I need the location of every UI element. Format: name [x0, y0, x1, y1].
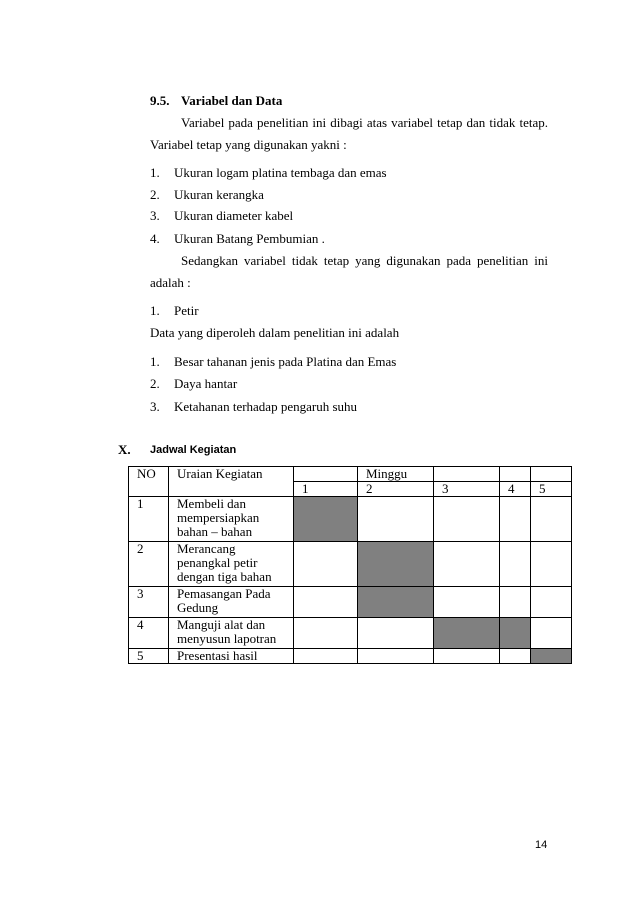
week-cell — [500, 649, 531, 664]
week-cell — [531, 587, 572, 618]
row-activity — [169, 542, 294, 587]
week-cell — [358, 587, 434, 618]
table-row — [129, 587, 572, 618]
list-item: Ukuran kerangka — [174, 187, 264, 202]
week-cell — [531, 542, 572, 587]
week-label: 1 — [294, 482, 358, 497]
activity-line: Membeli dan — [177, 496, 246, 511]
tidak-tetap-paragraph-line1: Sedangkan variabel tidak tetap yang digunakan pada penelitian ini — [181, 253, 548, 268]
list-number: 1. — [150, 354, 160, 369]
week-cell — [434, 649, 500, 664]
week-cell — [434, 618, 500, 649]
section-x-title: Jadwal Kegiatan — [150, 444, 237, 456]
week-cell — [500, 587, 531, 618]
section-95-title: Variabel dan Data — [181, 93, 283, 108]
week-cell — [294, 649, 358, 664]
list-item: Petir — [174, 303, 199, 318]
tetap-label: Variabel tetap yang digunakan yakni : — [150, 137, 347, 152]
list-number: 1. — [150, 303, 160, 318]
week-cell — [358, 649, 434, 664]
tidak-tetap-paragraph-line2: adalah : — [150, 275, 191, 290]
activity-line: menyusun lapotran — [177, 631, 277, 646]
list-number: 2. — [150, 187, 160, 202]
activity-line: dengan tiga bahan — [177, 569, 272, 584]
row-no: 1 — [129, 497, 169, 542]
row-activity — [169, 618, 294, 649]
table-row — [129, 618, 572, 649]
header-activity: Uraian Kegiatan — [169, 467, 294, 497]
week-cell — [358, 497, 434, 542]
week-cell — [294, 618, 358, 649]
row-no: 5 — [129, 649, 169, 664]
activity-line: mempersiapkan — [177, 510, 260, 525]
schedule-table — [128, 466, 572, 664]
week-cell — [294, 542, 358, 587]
row-no: 4 — [129, 618, 169, 649]
activity-line: Presentasi hasil — [177, 648, 258, 663]
list-item: Ukuran logam platina tembaga dan emas — [174, 165, 387, 180]
list-number: 3. — [150, 208, 160, 223]
activity-line: penangkal petir — [177, 555, 258, 570]
week-cell — [434, 542, 500, 587]
table-header-row — [129, 467, 572, 482]
week-cell — [500, 618, 531, 649]
activity-line: bahan – bahan — [177, 524, 253, 539]
list-number: 4. — [150, 231, 160, 246]
week-cell — [531, 618, 572, 649]
week-cell — [358, 618, 434, 649]
activity-line: Pemasangan Pada — [177, 586, 271, 601]
week-label: 2 — [358, 482, 434, 497]
section-95-number: 9.5. — [150, 93, 170, 108]
header-blank — [434, 467, 500, 482]
list-item: Besar tahanan jenis pada Platina dan Emas — [174, 354, 397, 369]
week-cell — [294, 587, 358, 618]
section-x-number: X. — [118, 442, 131, 457]
header-minggu: Minggu — [358, 467, 434, 482]
week-cell — [294, 497, 358, 542]
list-item: Ketahanan terhadap pengaruh suhu — [174, 399, 358, 414]
list-item: Daya hantar — [174, 376, 238, 391]
row-activity — [169, 649, 294, 664]
week-cell — [434, 497, 500, 542]
page-number: 14 — [535, 839, 548, 851]
activity-line: Merancang — [177, 541, 236, 556]
activity-line: Gedung — [177, 600, 219, 615]
header-blank — [531, 467, 572, 482]
list-number: 2. — [150, 376, 160, 391]
header-blank — [294, 467, 358, 482]
week-cell — [500, 542, 531, 587]
list-number: 3. — [150, 399, 160, 414]
table-row — [129, 542, 572, 587]
header-blank — [500, 467, 531, 482]
table-row — [129, 649, 572, 664]
list-number: 1. — [150, 165, 160, 180]
list-item: Ukuran diameter kabel — [174, 208, 294, 223]
row-activity — [169, 497, 294, 542]
row-activity — [169, 587, 294, 618]
table-row — [129, 497, 572, 542]
list-item: Ukuran Batang Pembumian . — [174, 231, 325, 246]
week-cell — [434, 587, 500, 618]
intro-paragraph: Variabel pada penelitian ini dibagi atas variabel tetap dan tidak tetap. — [181, 115, 548, 130]
row-no: 3 — [129, 587, 169, 618]
week-cell — [500, 497, 531, 542]
week-cell — [358, 542, 434, 587]
header-no: NO — [129, 467, 169, 497]
week-label: 5 — [531, 482, 572, 497]
week-cell — [531, 649, 572, 664]
week-label: 4 — [500, 482, 531, 497]
activity-line: Manguji alat dan — [177, 617, 266, 632]
row-no: 2 — [129, 542, 169, 587]
week-label: 3 — [434, 482, 500, 497]
week-cell — [531, 497, 572, 542]
data-label: Data yang diperoleh dalam penelitian ini adalah — [150, 325, 400, 340]
